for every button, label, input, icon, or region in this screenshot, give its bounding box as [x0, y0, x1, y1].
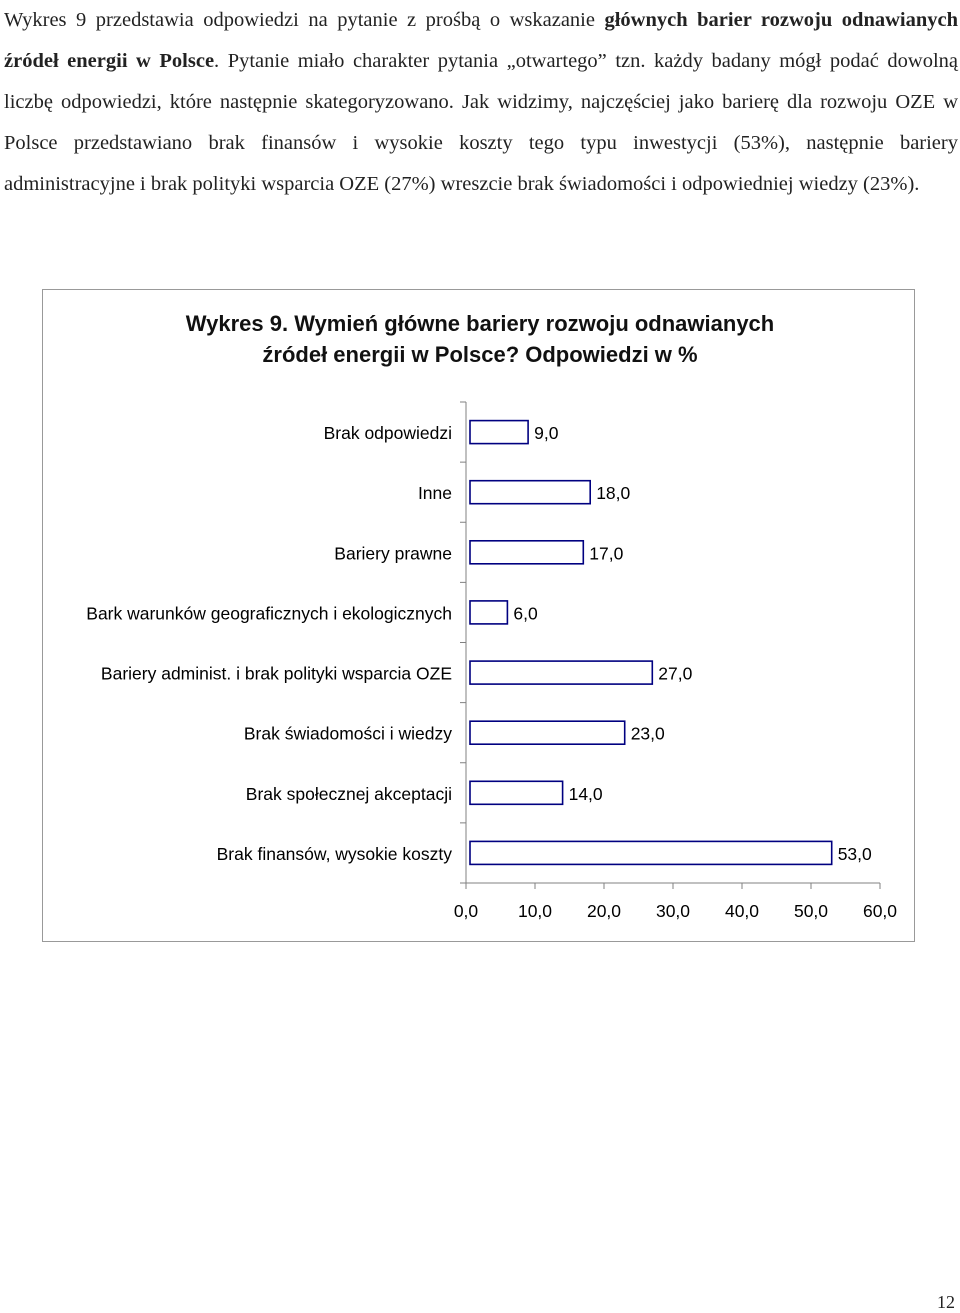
category-label: Brak finansów, wysokie koszty — [216, 843, 452, 864]
chart-title-line-2: źródeł energii w Polsce? Odpowiedzi w % — [262, 342, 698, 367]
paragraph-part-2-bold: głównych barier rozwoju odnawianych źródeł energii w Polsce — [4, 9, 959, 72]
paragraph-part-3: . Pytanie miało charakter pytania „otwartego” tzn. każdy badany mógł podać dowolną liczbę odpowiedzi, które następnie skategoryzowano. Jak widzimy, najczęściej jako barierę dla rozwoju OZE w Polsce przedstawiano brak finansów i wysokie koszty tego typu inwestycji (53%), następnie bariery administracyjne i brak polityki wsparcia OZE (27%) wreszcie brak świadomości i odpowiedniej wiedzy (23%). — [4, 50, 958, 195]
value-label: 23,0 — [630, 723, 665, 744]
bar — [470, 601, 507, 624]
bar — [470, 481, 590, 504]
x-tick-label: 10,0 — [517, 901, 553, 921]
bar — [470, 541, 583, 564]
category-label: Bariery administ. i brak polityki wsparcia OZE — [100, 663, 452, 684]
bar — [470, 781, 563, 804]
category-label: Bark warunków geograficznych i ekologicznych — [86, 603, 452, 624]
value-label: 18,0 — [596, 483, 631, 504]
x-tick-label: 40,0 — [724, 901, 760, 921]
bar — [470, 661, 652, 684]
bar — [470, 421, 528, 444]
value-label: 53,0 — [837, 843, 872, 864]
value-label: 27,0 — [658, 663, 693, 684]
x-tick-label: 30,0 — [655, 901, 691, 921]
page-number: 12 — [937, 1292, 955, 1312]
category-label: Inne — [417, 483, 452, 504]
x-tick-label: 0,0 — [453, 901, 479, 921]
category-label: Brak świadomości i wiedzy — [243, 723, 452, 744]
x-tick-label: 50,0 — [793, 901, 829, 921]
value-label: 9,0 — [534, 423, 559, 444]
x-tick-label: 60,0 — [862, 901, 898, 921]
value-label: 6,0 — [513, 603, 538, 624]
x-tick-label: 20,0 — [586, 901, 622, 921]
bar — [470, 721, 625, 744]
chart-title-line-1: Wykres 9. Wymień główne bariery rozwoju odnawianych — [185, 311, 775, 336]
category-label: Brak odpowiedzi — [323, 423, 452, 444]
value-label: 17,0 — [589, 543, 624, 564]
bar — [470, 841, 832, 864]
category-label: Bariery prawne — [334, 543, 452, 564]
category-label: Brak społecznej akceptacji — [245, 783, 452, 804]
paragraph-part-1: Wykres 9 przedstawia odpowiedzi na pytanie z prośbą o wskazanie — [4, 9, 605, 31]
value-label: 14,0 — [568, 783, 603, 804]
